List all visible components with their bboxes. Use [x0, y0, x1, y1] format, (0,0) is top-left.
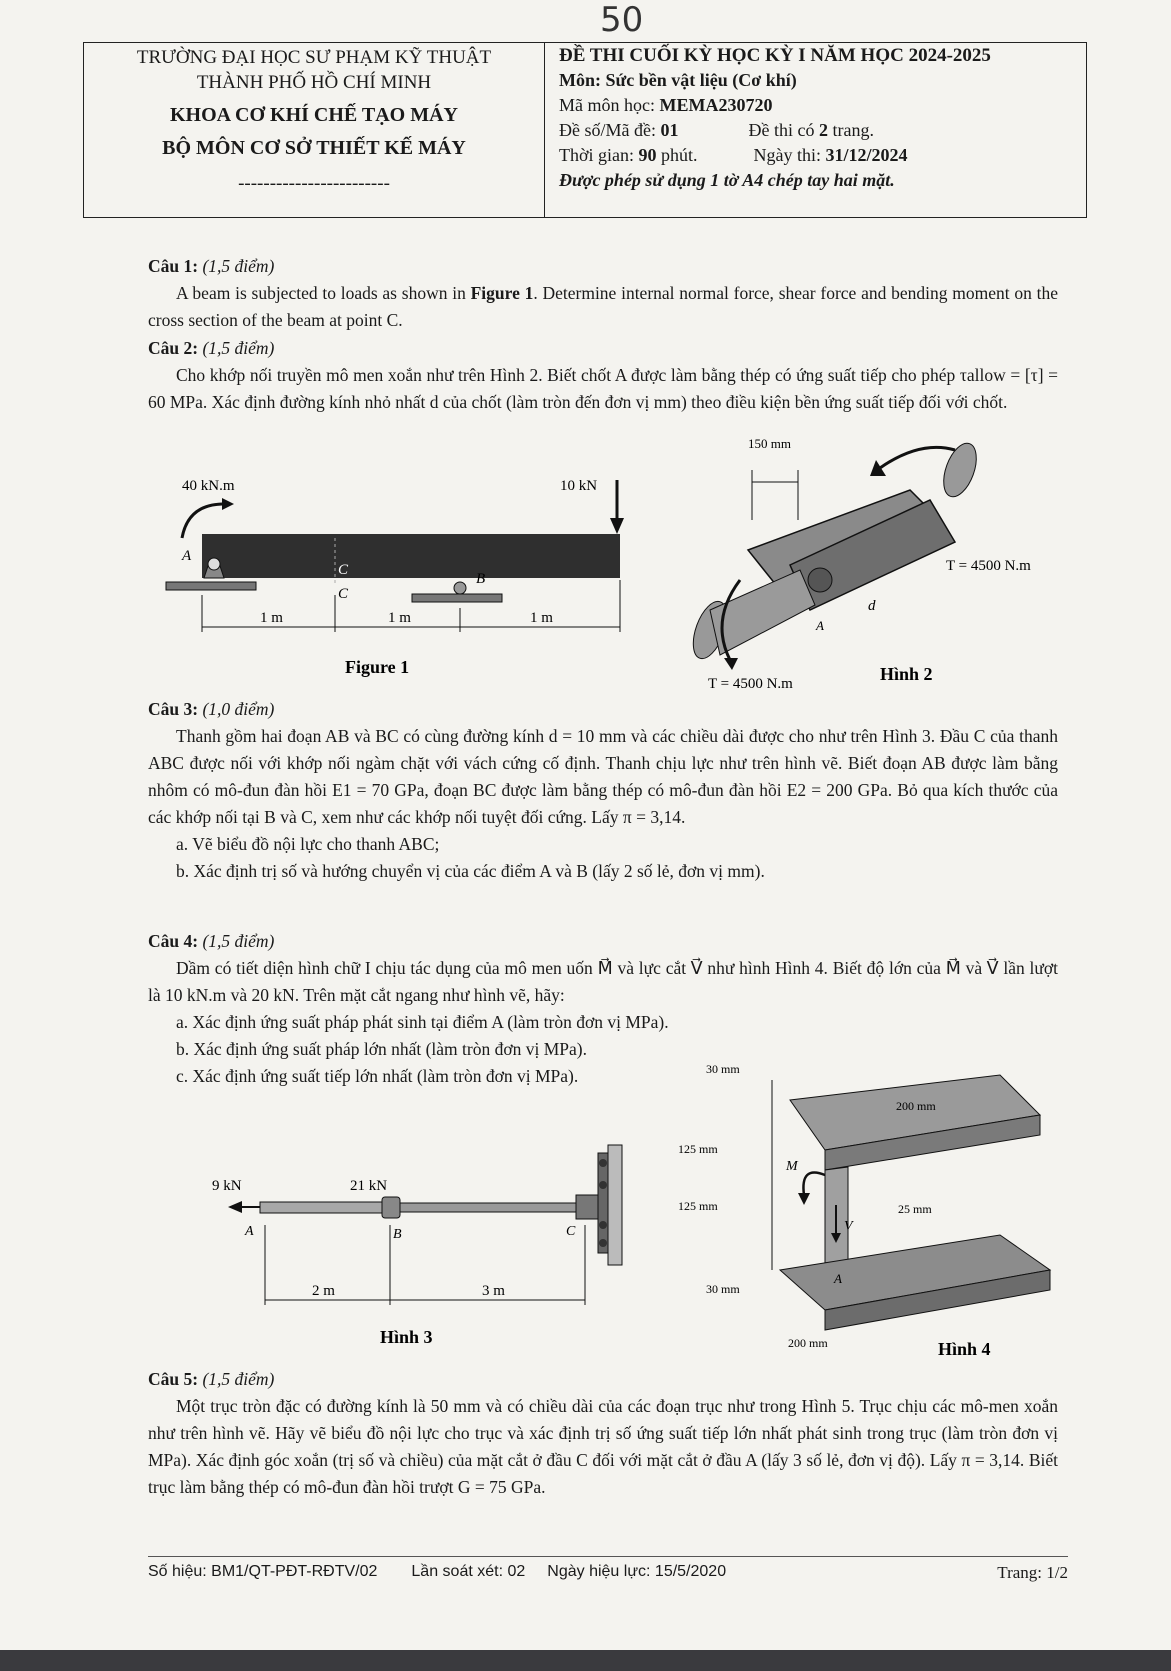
exam-note: Được phép sử dụng 1 tờ A4 chép tay hai mặt. — [559, 170, 895, 190]
svg-text:1 m: 1 m — [388, 610, 411, 626]
svg-text:T = 4500 N.m: T = 4500 N.m — [946, 558, 1031, 574]
fig1-moment-arrow — [182, 504, 222, 538]
divider-dashes: ------------------------ — [238, 173, 390, 194]
question-1: Câu 1: (1,5 điểm) A beam is subjected to loads as shown in Figure 1. Determine internal normal force, shear force and bending moment on the cross section of the beam at point C. — [148, 256, 1058, 330]
figure-4 — [678, 1055, 1070, 1359]
question-3: Câu 3: (1,0 điểm) Thanh gồm hai đoạn AB và BC có cùng đường kính d = 10 mm và các chiều dài được cho như trên Hình 3. Đầu C của thanh ABC được nối với khớp nối ngàm chặt với vách cứng cố định. Thanh chịu lực như trên hình vẽ. Biết đoạn AB được làm bằng nhôm có mô-đun đàn hồi E1 = 70 GPa, đoạn BC được làm bằng thép có mô-đun đàn hồi E2 = 200 GPa. Bỏ qua kích thước của các khớp nối tại B và C, xem như các khớp nối tuyệt đối cứng. Lấy π = 3,14. a. Vẽ biểu đồ nội lực cho thanh ABC; b. Xác định trị số và hướng chuyển vị của các điểm A và B (lấy 2 số lẻ, đơn vị mm). — [148, 696, 1058, 885]
question-4a: a. Xác định ứng suất pháp phát sinh tại điểm A (làm tròn đơn vị MPa). — [176, 1012, 669, 1032]
svg-text:30 mm: 30 mm — [706, 1062, 740, 1076]
svg-text:V⃗: V⃗ — [844, 1219, 864, 1234]
figure-3 — [200, 1145, 670, 1350]
svg-text:9 kN: 9 kN — [212, 1178, 242, 1194]
svg-text:A: A — [245, 1224, 254, 1239]
exam-header — [83, 42, 1087, 218]
svg-text:1 m: 1 m — [260, 610, 283, 626]
course-code: Mã môn học: MEMA230720 — [559, 95, 773, 115]
fig2-upper-torque-arrow — [880, 447, 955, 468]
effective-date: Ngày hiệu lực: 15/5/2020 — [547, 1563, 727, 1580]
exam-info — [545, 43, 1086, 217]
svg-text:T = 4500 N.m: T = 4500 N.m — [708, 676, 793, 692]
svg-text:d: d — [868, 598, 876, 614]
page-number: Trang: 1/2 — [997, 1563, 1068, 1582]
svg-text:C: C — [338, 586, 349, 602]
svg-text:B: B — [476, 571, 486, 587]
fig3-bar-bc — [400, 1203, 580, 1212]
school-line2: THÀNH PHỐ HỒ CHÍ MINH — [196, 72, 432, 93]
revision: Lần soát xét: 02 — [411, 1563, 526, 1580]
svg-text:A: A — [182, 548, 192, 564]
question-3b: b. Xác định trị số và hướng chuyển vị của các điểm A và B (lấy 2 số lẻ, đơn vị mm). — [176, 861, 765, 881]
svg-text:B: B — [393, 1227, 402, 1242]
svg-text:150 mm: 150 mm — [748, 436, 791, 451]
svg-text:200 mm: 200 mm — [788, 1336, 828, 1350]
svg-text:25 mm: 25 mm — [898, 1202, 932, 1216]
svg-text:125 mm: 125 mm — [678, 1199, 718, 1213]
subject: Môn: Sức bền vật liệu (Cơ khí) — [559, 70, 797, 90]
question-2-text: Cho khớp nối truyền mô men xoắn như trên Hình 2. Biết chốt A được làm bằng thép có ứng suất tiếp cho phép τallow = [τ] = 60 MPa. Xác định đường kính nhỏ nhất d của chốt (làm tròn đến đơn vị mm) theo điều kiện bền ứng suất tiếp đối với chốt. — [148, 365, 1058, 412]
svg-text:2 m: 2 m — [312, 1283, 335, 1299]
fig4-caption: Hình 4 — [938, 1339, 991, 1359]
svg-text:1 m: 1 m — [530, 610, 553, 626]
fig1-moment-label: 40 kN.m — [182, 478, 235, 494]
svg-text:30 mm: 30 mm — [706, 1282, 740, 1296]
svg-text:M⃗: M⃗ — [786, 1159, 809, 1174]
fig1-force-label: 10 kN — [560, 478, 598, 494]
fig3-caption: Hình 3 — [380, 1327, 433, 1347]
exam-title: ĐỀ THI CUỐI KỲ HỌC KỲ I NĂM HỌC 2024-2025 — [559, 45, 991, 66]
question-4: Câu 4: (1,5 điểm) Dầm có tiết diện hình chữ I chịu tác dụng của mô men uốn M⃗ và lực cắt V⃗ như hình Hình 4. Biết độ lớn của M⃗ và V⃗ lần lượt là 10 kN.m và 20 kN. Trên mặt cắt ngang như hình vẽ, hãy: a. Xác định ứng suất pháp phát sinh tại điểm A (làm tròn đơn vị MPa). b. Xác định ứng suất pháp lớn nhất (làm tròn đơn vị MPa). c. Xác định ứng suất tiếp lớn nhất (làm tròn đơn vị MPa). — [148, 928, 1058, 1090]
svg-text:125 mm: 125 mm — [678, 1142, 718, 1156]
handwritten-mark: 50 — [600, 0, 644, 40]
scanner-edge — [0, 1650, 1171, 1671]
question-2: Câu 2: (1,5 điểm) Cho khớp nối truyền mô men xoắn như trên Hình 2. Biết chốt A được làm bằng thép có ứng suất tiếp cho phép τallow = [τ] = 60 MPa. Xác định đường kính nhỏ nhất d của chốt (làm tròn đến đơn vị mm) theo điều kiện bền ứng suất tiếp đối với chốt. — [148, 335, 1058, 416]
page-footer — [148, 1556, 1068, 1583]
question-5-text: Một trục tròn đặc có đường kính là 50 mm và có chiều dài của các đoạn trục như trong Hình 5. Trục chịu các mô-men xoắn như trên hình vẽ. Hãy vẽ biểu đồ nội lực cho trục và xác định trị số ứng suất tiếp lớn nhất phát sinh trong trục (làm tròn đơn vị MPa). Xác định góc xoắn (trị số và chiều) của mặt cắt ở đầu C đối với mặt cắt ở đầu A (lấy 3 số lẻ, đơn vị độ). Lấy π = 3,14. Biết trục làm bằng thép có mô-đun đàn hồi trượt G = 75 GPa. — [148, 1396, 1058, 1497]
fig3-bar-ab — [260, 1202, 385, 1213]
exam-number-row: Đề số/Mã đề: 01 Đề thi có 2 trang. — [559, 120, 874, 140]
svg-text:A: A — [834, 1271, 842, 1286]
figure-2 — [690, 430, 1080, 695]
fig3-wall — [598, 1153, 608, 1253]
school-line1: TRƯỜNG ĐẠI HỌC SƯ PHẠM KỸ THUẬT — [136, 47, 492, 68]
question-5: Câu 5: (1,5 điểm) Một trục tròn đặc có đường kính là 50 mm và có chiều dài của các đoạn trục như trong Hình 5. Trục chịu các mô-men xoắn như trên hình vẽ. Hãy vẽ biểu đồ nội lực cho trục và xác định trị số ứng suất tiếp lớn nhất phát sinh trong trục (làm tròn đơn vị MPa). Xác định góc xoắn (trị số và chiều) của mặt cắt ở đầu C đối với mặt cắt ở đầu A (lấy 3 số lẻ, đơn vị độ). Lấy π = 3,14. Biết trục làm bằng thép có mô-đun đàn hồi trượt G = 75 GPa. — [148, 1366, 1058, 1501]
form-code: Số hiệu: BM1/QT-PĐT-RĐTV/02 — [148, 1563, 378, 1580]
school-info — [84, 43, 545, 217]
svg-text:3 m: 3 m — [482, 1283, 505, 1299]
svg-text:200 mm: 200 mm — [896, 1099, 936, 1113]
question-4-text: Dầm có tiết diện hình chữ I chịu tác dụng của mô men uốn M⃗ và lực cắt V⃗ như hình Hình 4. Biết độ lớn của M⃗ và V⃗ lần lượt là 10 kN.m và 20 kN. Trên mặt cắt ngang như hình vẽ, hãy: — [148, 958, 1058, 1005]
question-3-text: Thanh gồm hai đoạn AB và BC có cùng đường kính d = 10 mm và các chiều dài được cho như trên Hình 3. Đầu C của thanh ABC được nối với khớp nối ngàm chặt với vách cứng cố định. Thanh chịu lực như trên hình vẽ. Biết đoạn AB được làm bằng nhôm có mô-đun đàn hồi E1 = 70 GPa, đoạn BC được làm bằng thép có mô-đun đàn hồi E2 = 200 GPa. Bỏ qua kích thước của các khớp nối tại B và C, xem như các khớp nối tuyệt đối cứng. Lấy π = 3,14. — [148, 726, 1058, 827]
fig4-moment-arrow — [803, 1173, 825, 1196]
faculty: KHOA CƠ KHÍ CHẾ TẠO MÁY — [170, 104, 458, 126]
fig1-caption: Figure 1 — [345, 657, 410, 677]
question-4c: c. Xác định ứng suất tiếp lớn nhất (làm tròn đơn vị MPa). — [176, 1066, 579, 1086]
svg-text:C: C — [566, 1224, 576, 1239]
svg-text:21 kN: 21 kN — [350, 1178, 388, 1194]
question-3a: a. Vẽ biểu đồ nội lực cho thanh ABC; — [176, 834, 440, 854]
svg-text:A: A — [816, 618, 824, 633]
figure-1 — [160, 460, 630, 690]
svg-text:C: C — [338, 562, 349, 578]
time-date-row: Thời gian: 90 phút. Ngày thi: 31/12/2024 — [559, 145, 908, 165]
fig2-caption: Hình 2 — [880, 664, 933, 684]
question-4b: b. Xác định ứng suất pháp lớn nhất (làm tròn đơn vị MPa). — [176, 1039, 587, 1059]
fig1-beam — [202, 534, 620, 578]
department: BỘ MÔN CƠ SỞ THIẾT KẾ MÁY — [162, 137, 466, 159]
